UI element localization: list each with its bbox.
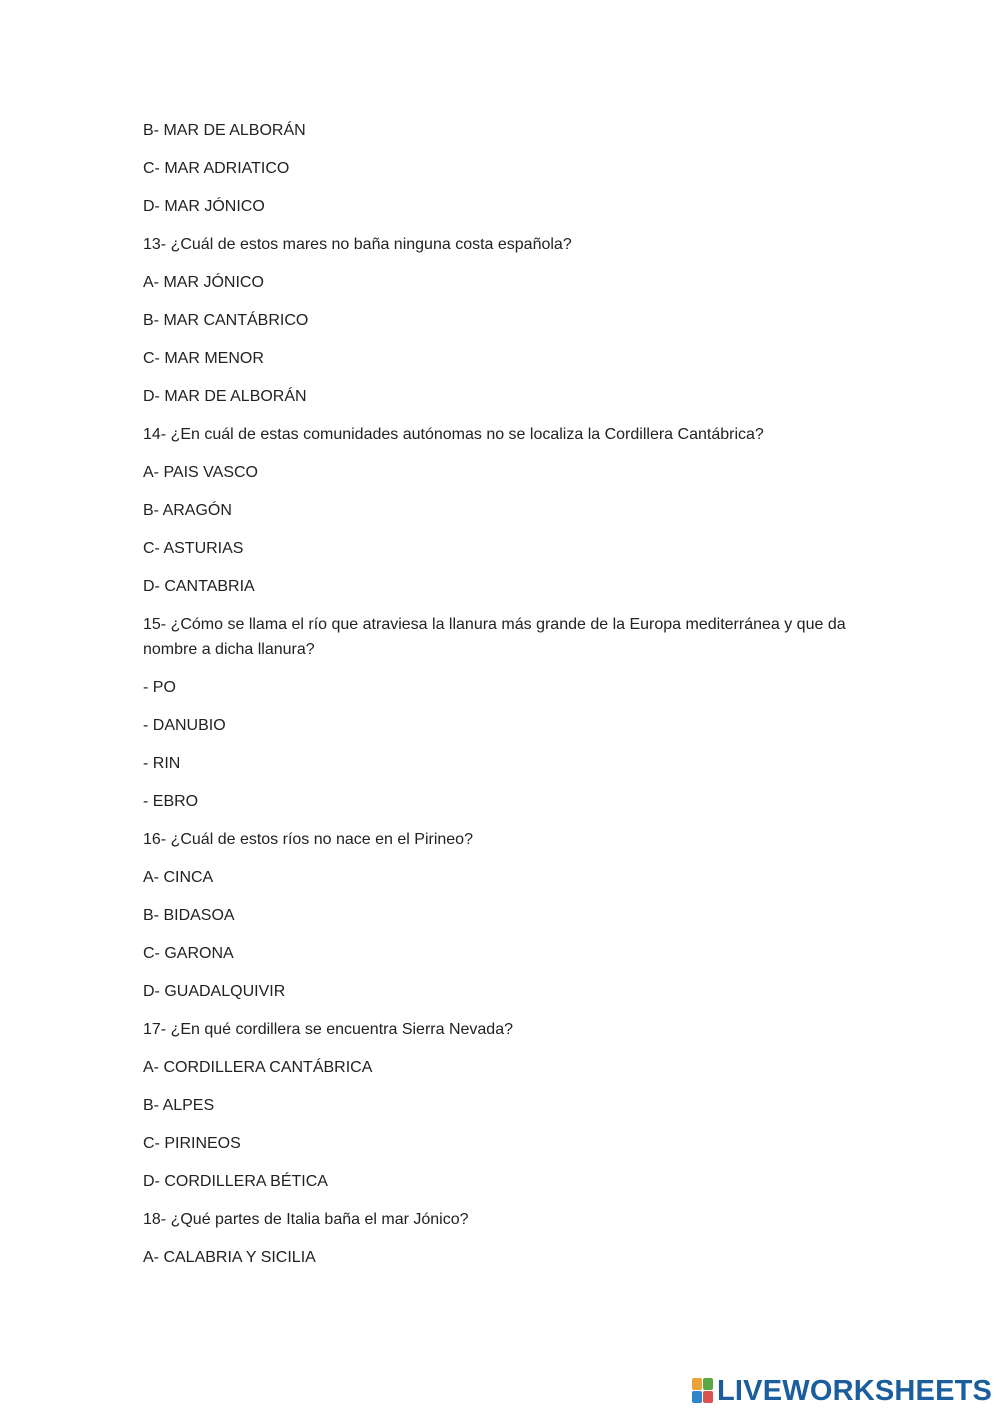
- question-13: 13- ¿Cuál de estos mares no baña ninguna costa española?: [143, 236, 572, 253]
- answer-option: A- CORDILLERA CANTÁBRICA: [143, 1059, 373, 1076]
- answer-option: C- PIRINEOS: [143, 1135, 241, 1152]
- answer-option: B- ALPES: [143, 1097, 215, 1114]
- answer-option: B- ARAGÓN: [143, 502, 232, 519]
- answer-option: A- CALABRIA Y SICILIA: [143, 1249, 316, 1266]
- answer-option: C- ASTURIAS: [143, 540, 244, 557]
- answer-option: B- BIDASOA: [143, 907, 235, 924]
- answer-option: A- MAR JÓNICO: [143, 274, 264, 291]
- question-14: 14- ¿En cuál de estas comunidades autónomas no se localiza la Cordillera Cantábrica?: [143, 426, 764, 443]
- answer-option: D- CANTABRIA: [143, 578, 255, 595]
- answer-option: C- GARONA: [143, 945, 234, 962]
- worksheet-content: [143, 118, 863, 1283]
- answer-option: - DANUBIO: [143, 717, 226, 734]
- logo-wordmark: LIVEWORKSHEETS: [717, 1374, 993, 1407]
- question-15: 15- ¿Cómo se llama el río que atraviesa la llanura más grande de la Europa mediterránea y que da nombre a dicha llanura?: [143, 616, 846, 658]
- answer-option: D- GUADALQUIVIR: [143, 983, 286, 1000]
- answer-option: D- MAR JÓNICO: [143, 198, 265, 215]
- question-17: 17- ¿En qué cordillera se encuentra Sierra Nevada?: [143, 1021, 513, 1038]
- answer-option: A- PAIS VASCO: [143, 464, 258, 481]
- answer-option: D- CORDILLERA BÉTICA: [143, 1173, 328, 1190]
- liveworksheets-logo-icon: [692, 1378, 714, 1404]
- answer-option: D- MAR DE ALBORÁN: [143, 388, 307, 405]
- answer-option: - RIN: [143, 755, 181, 772]
- question-18: 18- ¿Qué partes de Italia baña el mar Jónico?: [143, 1211, 469, 1228]
- answer-option: C- MAR MENOR: [143, 350, 264, 367]
- answer-option: - PO: [143, 679, 176, 696]
- answer-option: B- MAR CANTÁBRICO: [143, 312, 309, 329]
- answer-option: C- MAR ADRIATICO: [143, 160, 290, 177]
- answer-option: A- CINCA: [143, 869, 214, 886]
- answer-option: B- MAR DE ALBORÁN: [143, 122, 306, 139]
- answer-option: - EBRO: [143, 793, 199, 810]
- liveworksheets-logo: [692, 1376, 992, 1406]
- question-16: 16- ¿Cuál de estos ríos no nace en el Pirineo?: [143, 831, 473, 848]
